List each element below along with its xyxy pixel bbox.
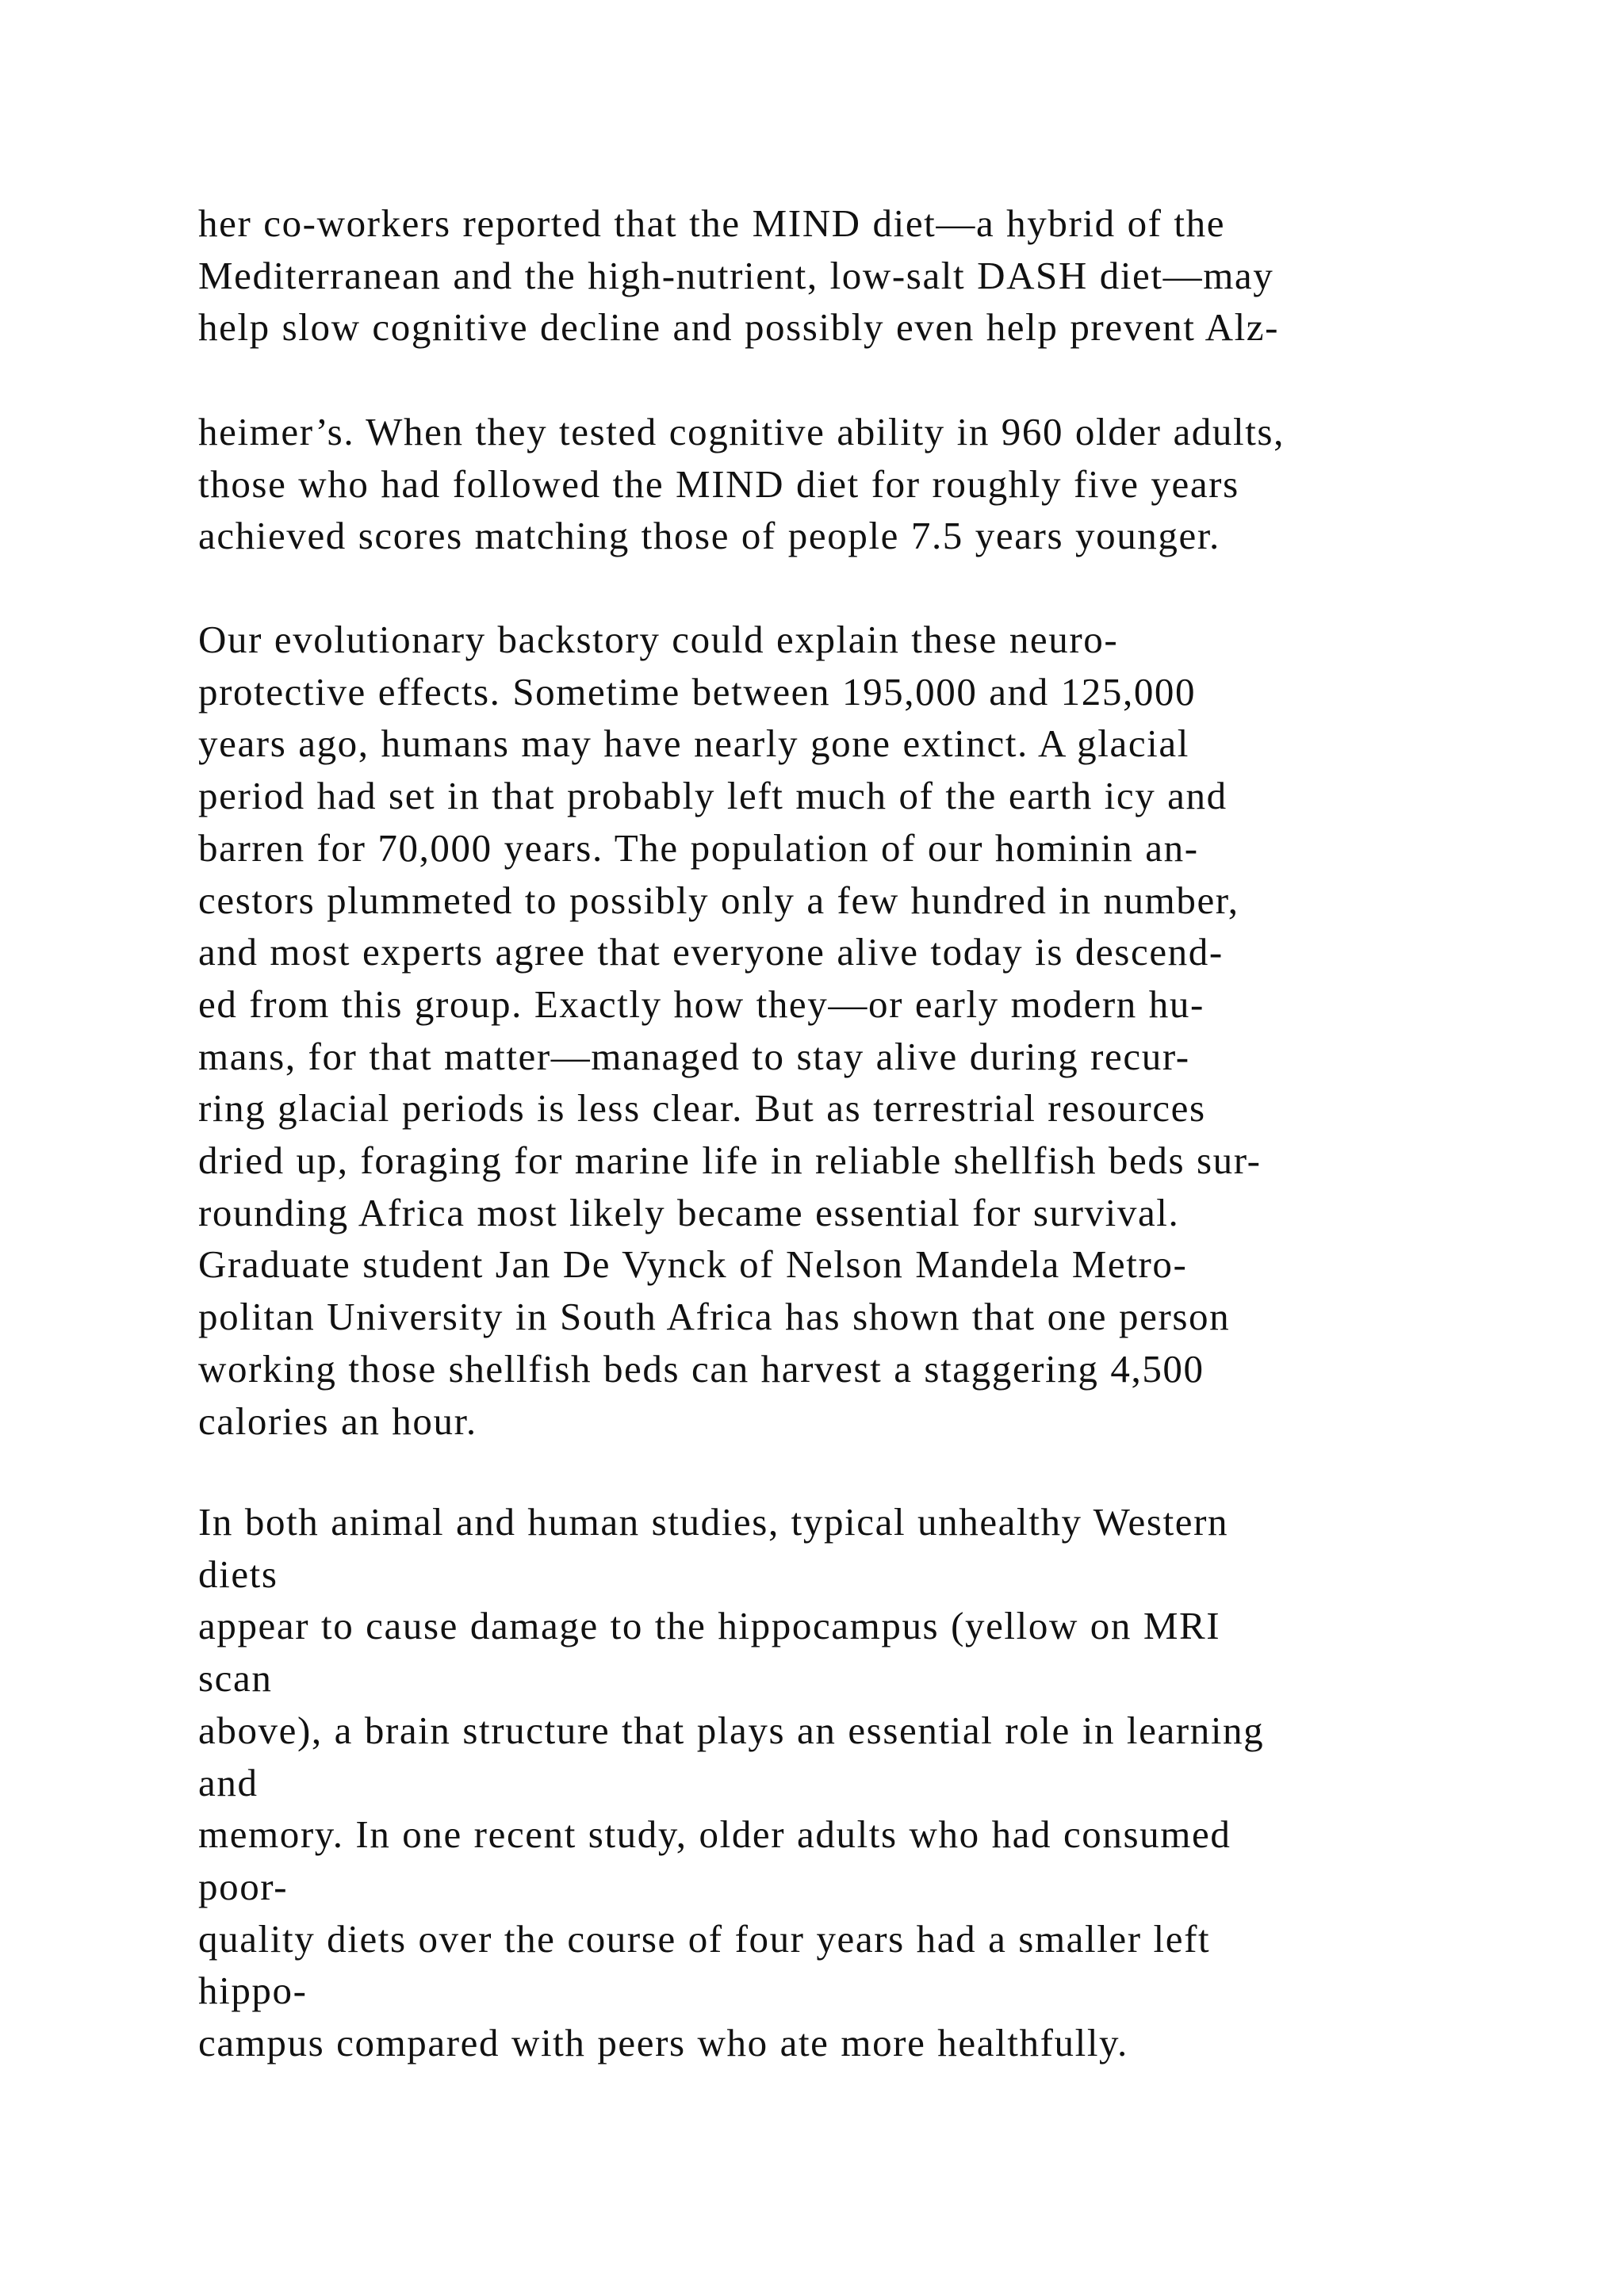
text-line: those who had followed the MIND diet for roughly five years [198, 461, 1239, 506]
text-line: working those shellfish beds can harvest a staggering 4,500 [198, 1346, 1205, 1391]
text-line: ed from this group. Exactly how they—or early modern hu- [198, 982, 1205, 1026]
text-line: years ago, humans may have nearly gone extinct. A glacial [198, 721, 1189, 766]
text-line: quality diets over the course of four years had a smaller left [198, 1916, 1211, 1961]
text-line: dried up, foraging for marine life in reliable shellfish beds sur- [198, 1138, 1262, 1183]
text-line: Graduate student Jan De Vynck of Nelson Mandela Metro- [198, 1242, 1188, 1287]
text-line: help slow cognitive decline and possibly even help prevent Alz- [198, 305, 1280, 350]
text-line: Mediterranean and the high-nutrient, low-salt DASH diet—may [198, 253, 1274, 297]
text-line: period had set in that probably left much of the earth icy and [198, 774, 1228, 818]
text-line: and [198, 1760, 259, 1804]
text-line: protective effects. Sometime between 195,000 and 125,000 [198, 669, 1197, 714]
paragraph-3 [198, 614, 1594, 1447]
paragraph-1 [198, 197, 1594, 354]
text-line: heimer’s. When they tested cognitive ability in 960 older adults, [198, 410, 1285, 453]
text-line: barren for 70,000 years. The population of our hominin an- [198, 825, 1199, 870]
text-line: Our evolutionary backstory could explain these neuro- [198, 618, 1119, 661]
text-line: poor- [198, 1864, 289, 1908]
text-line: campus compared with peers who ate more healthfully. [198, 2021, 1128, 2065]
paragraph-2 [198, 406, 1594, 562]
text-line: achieved scores matching those of people 7.5 years younger. [198, 514, 1220, 558]
text-line: diets [198, 1552, 278, 1596]
text-line: ring glacial periods is less clear. But as terrestrial resources [198, 1086, 1206, 1131]
text-line: politan University in South Africa has shown that one person [198, 1295, 1231, 1339]
text-line: above), a brain structure that plays an essential role in learning [198, 1708, 1265, 1752]
paragraph-4 [198, 1496, 1594, 2069]
text-line: her co-workers reported that the MIND diet—a hybrid of the [198, 201, 1226, 245]
text-line: hippo- [198, 1969, 308, 2013]
text-line: appear to cause damage to the hippocampus (yellow on MRI [198, 1604, 1221, 1648]
text-line: In both animal and human studies, typical unhealthy Western [198, 1500, 1229, 1544]
text-line: mans, for that matter—managed to stay alive during recur- [198, 1034, 1190, 1078]
text-line: scan [198, 1656, 273, 1701]
text-line: rounding Africa most likely became essential for survival. [198, 1190, 1180, 1234]
text-line: memory. In one recent study, older adults who had consumed [198, 1812, 1231, 1857]
text-line: and most experts agree that everyone alive today is descend- [198, 930, 1224, 974]
text-line: calories an hour. [198, 1399, 477, 1443]
text-line: cestors plummeted to possibly only a few hundred in number, [198, 878, 1239, 922]
